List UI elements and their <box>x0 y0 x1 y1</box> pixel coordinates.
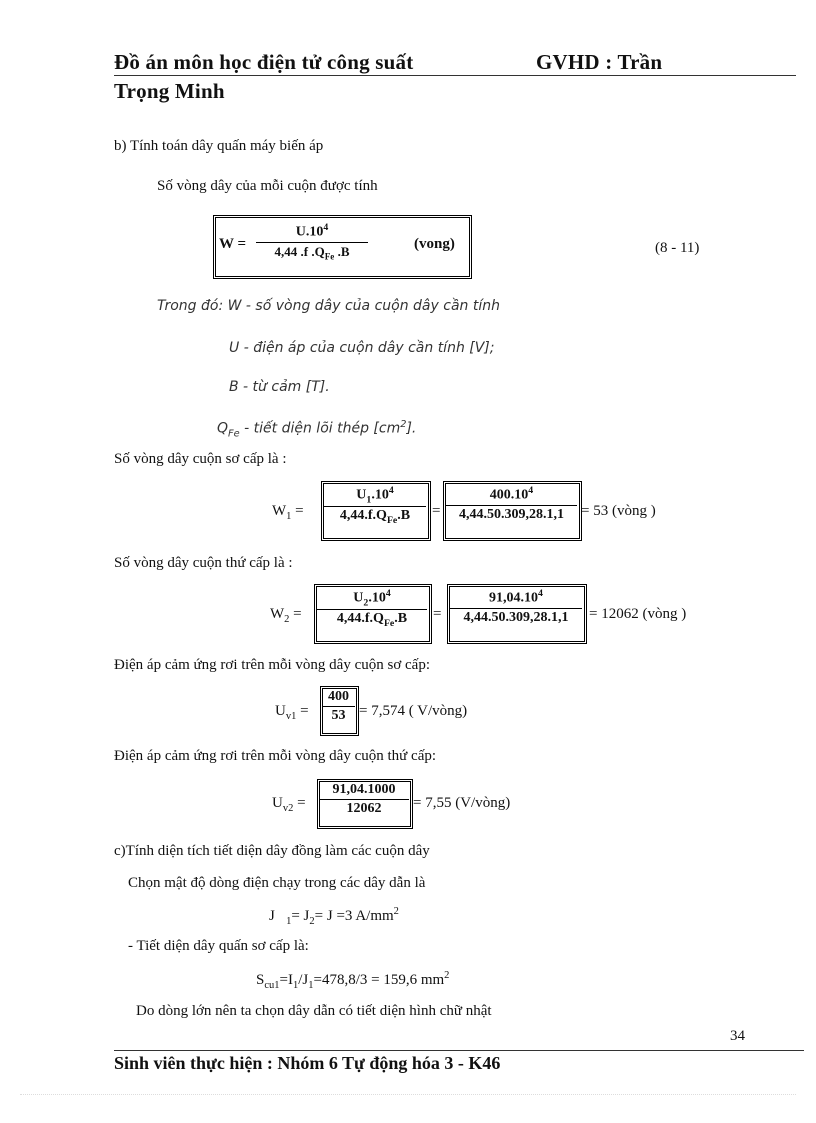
legend-line-3: B - từ cảm [T]. <box>229 379 330 395</box>
uv2-label: Điện áp cảm ứng rơi trên mỗi vòng dây cuộn thứ cấp: <box>114 748 437 764</box>
formula-main-num: U.10 <box>295 224 324 240</box>
formula-main-num-exp: 4 <box>323 222 329 233</box>
fraction-bar <box>324 506 426 507</box>
header-rule <box>114 75 796 76</box>
fraction-bar <box>446 505 577 506</box>
formula-main-den: 4,44 .f .Q <box>274 243 325 259</box>
header-title-line2: Trọng Minh <box>114 79 225 103</box>
primary-fraction-2: 400.10$^4$ 4,44.50.309,28.1,1 <box>446 485 577 523</box>
uv2-lhs: $U_{v2}$ = <box>272 795 306 814</box>
secondary-lhs: $W_2$ = <box>270 606 302 625</box>
section-b-heading: b) Tính toán dây quấn máy biến áp <box>114 138 324 154</box>
uv1-fraction: 400 53 <box>322 689 355 724</box>
primary-section-equation: $S_{cu1}=I_1/J_1=478,8/3 = 159,6$ $mm^2$ <box>256 970 450 991</box>
uv1-label: Điện áp cảm ứng rơi trên mỗi vòng dây cuộn sơ cấp: <box>114 657 430 673</box>
equals-sign: = <box>433 606 442 622</box>
header-gvhd: GVHD : Trần <box>536 50 663 74</box>
formula-main-unit: (vong) <box>414 236 455 252</box>
formula-main-fraction <box>256 222 368 261</box>
current-density-equation: J $_1= J_2= J =3$ $A/mm^2$ <box>269 906 399 927</box>
section-c-heading: c)Tính diện tích tiết diện dây đồng làm các cuộn dây <box>114 843 430 859</box>
secondary-result: = 12062 (vòng ) <box>589 606 687 622</box>
fraction-bar <box>319 799 409 800</box>
fraction-bar <box>317 609 427 610</box>
primary-lhs: $W_1$ = <box>272 503 304 522</box>
primary-turns-label: Số vòng dây cuộn sơ cấp là : <box>114 451 287 467</box>
fraction-bar <box>256 242 368 243</box>
header-title: Đồ án môn học điện tử công suất <box>114 50 414 74</box>
section-b-intro: Số vòng dây của mỗi cuộn được tính <box>157 178 378 194</box>
formula-main-den-rest: .B <box>334 243 350 259</box>
secondary-fraction-1: $U_2.10^4$ $4,44.f.Q_{Fe}.B$ <box>317 588 427 629</box>
uv1-result: = 7,574 ( V/vòng) <box>359 703 468 719</box>
fraction-bar <box>322 706 355 707</box>
uv2-fraction: 91,04.1000 12062 <box>319 782 409 817</box>
secondary-fraction-2: 91,04.10$^4$ 4,44.50.309,28.1,1 <box>450 588 582 626</box>
formula-main-lhs: W = <box>219 236 247 252</box>
legend-line-4: $Q_{Fe}$ - tiết diện lõi thép $[cm^2]$. <box>217 419 417 440</box>
equation-number: (8 - 11) <box>655 240 700 256</box>
legend-line-2: U - điện áp của cuộn dây cần tính [V]; <box>229 340 495 356</box>
secondary-turns-label: Số vòng dây cuộn thứ cấp là : <box>114 555 293 571</box>
equals-sign: = <box>432 503 441 519</box>
page-number: 34 <box>730 1028 745 1044</box>
legend-line-1: Trong đó: W - số vòng dây của cuộn dây cần tính <box>157 298 500 314</box>
uv2-result: = 7,55 (V/vòng) <box>413 795 511 811</box>
primary-section-label: - Tiết diện dây quấn sơ cấp là: <box>128 938 309 954</box>
conclusion-text: Do dòng lớn nên ta chọn dây dẫn có tiết diện hình chữ nhật <box>136 1003 492 1019</box>
page-bottom-divider <box>20 1094 796 1095</box>
footer-text: Sinh viên thực hiện : Nhóm 6 Tự động hóa 3 - K46 <box>114 1053 501 1073</box>
current-density-text: Chọn mật độ dòng điện chạy trong các dây dẫn là <box>128 875 426 891</box>
formula-main-den-sub: Fe <box>324 251 335 262</box>
primary-fraction-1: $U_1.10^4$ $4,44.f.Q_{Fe}.B$ <box>324 485 426 526</box>
uv1-lhs: $U_{v1}$ = <box>275 703 309 722</box>
footer-rule <box>114 1050 804 1051</box>
primary-result: = 53 (vòng ) <box>581 503 656 519</box>
fraction-bar <box>450 608 582 609</box>
